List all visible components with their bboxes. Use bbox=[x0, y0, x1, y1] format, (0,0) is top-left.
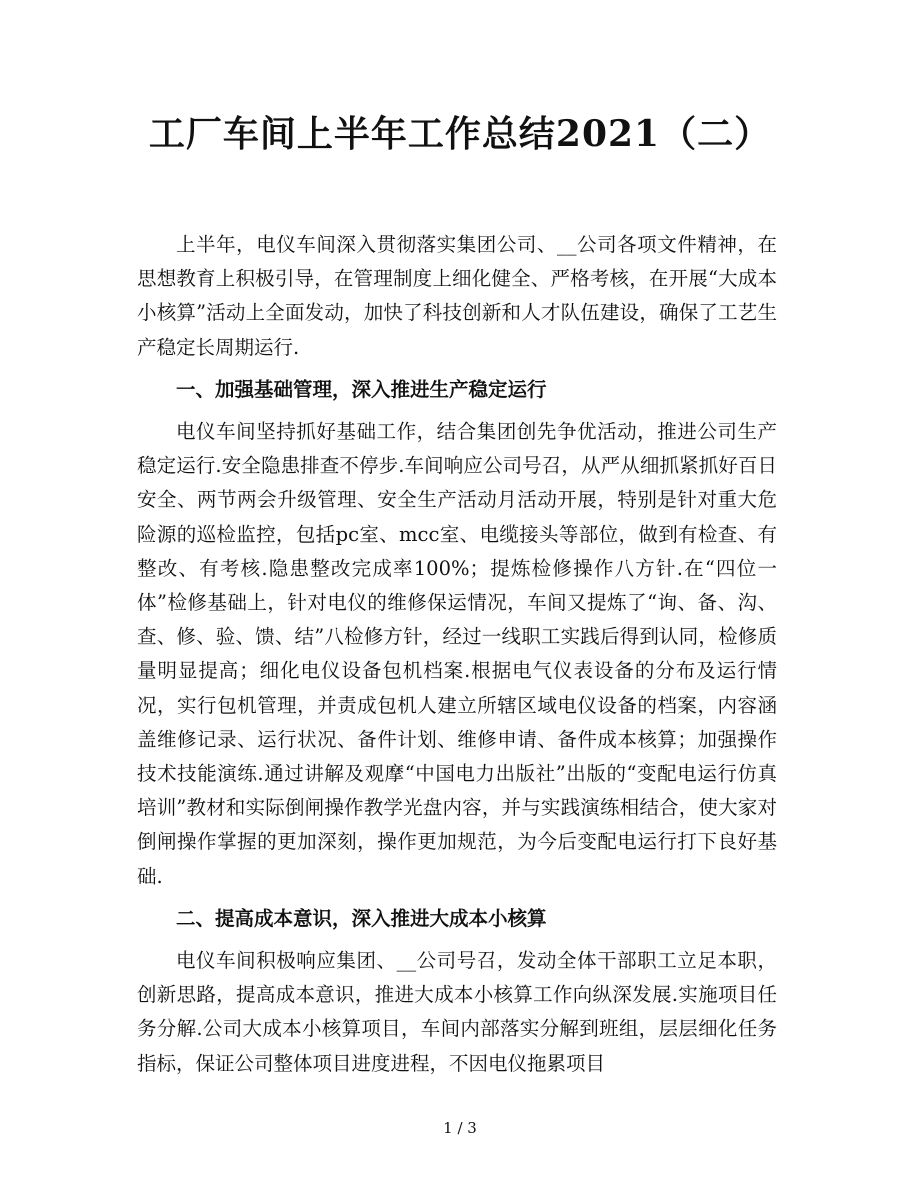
document-title: 工厂车间上半年工作总结2021（二） bbox=[148, 113, 772, 155]
section-2-heading: 二、提高成本意识，深入推进大成本小核算 bbox=[176, 906, 547, 930]
intro-paragraph: 上半年，电仪车间深入贯彻落实集团公司、__公司各项文件精神，在思想教育上积极引导，在管理制度上细化健全、严格考核，在开展“大成本小核算”活动上全面发动，加快了科技创新和人才队伍建设，确保了工艺生产稳定长周期运行. bbox=[137, 233, 777, 359]
page-number: 1 / 3 bbox=[443, 1119, 477, 1137]
section-1-paragraph: 电仪车间坚持抓好基础工作，结合集团创先争优活动，推进公司生产稳定运行.安全隐患排查不停步.车间响应公司号召，从严从细抓紧抓好百日安全、两节两会升级管理、安全生产活动月活动开展，特别是针对重大危险源的巡检监控，包括pc室、mcc室、电缆接头等部位，做到有检查、有整改、有考核.隐患整改完成率100%；提炼检修操作八方针.在“四位一体”检修基础上，针对电仪的维修保运情况，车间又提炼了“询、备、沟、查、修、验、馈、结”八检修方针，经过一线职工实践后得到认同，检修质量明显提高；细化电仪设备包机档案.根据电气仪表设备的分布及运行情况，实行包机管理，并责成包机人建立所辖区域电仪设备的档案，内容涵盖维修记录、运行状况、备件计划、维修申请、备件成本核算；加强操作技术技能演练.通过讲解及观摩“中国电力出版社”出版的“变配电运行仿真培训”教材和实际倒闸操作教学光盘内容，并与实践演练相结合，使大家对倒闸操作掌握的更加深刻，操作更加规范，为今后变配电运行打下良好基础. bbox=[137, 420, 777, 888]
section-1-heading: 一、加强基础管理，深入推进生产稳定运行 bbox=[176, 377, 547, 401]
document-body bbox=[137, 228, 777, 1089]
section-2-paragraph: 电仪车间积极响应集团、__公司号召，发动全体干部职工立足本职，创新思路，提高成本意识，推进大成本小核算工作向纵深发展.实施项目任务分解.公司大成本小核算项目，车间内部落实分解到班组，层层细化任务指标，保证公司整体项目进度进程，不因电仪拖累项目 bbox=[137, 949, 777, 1075]
